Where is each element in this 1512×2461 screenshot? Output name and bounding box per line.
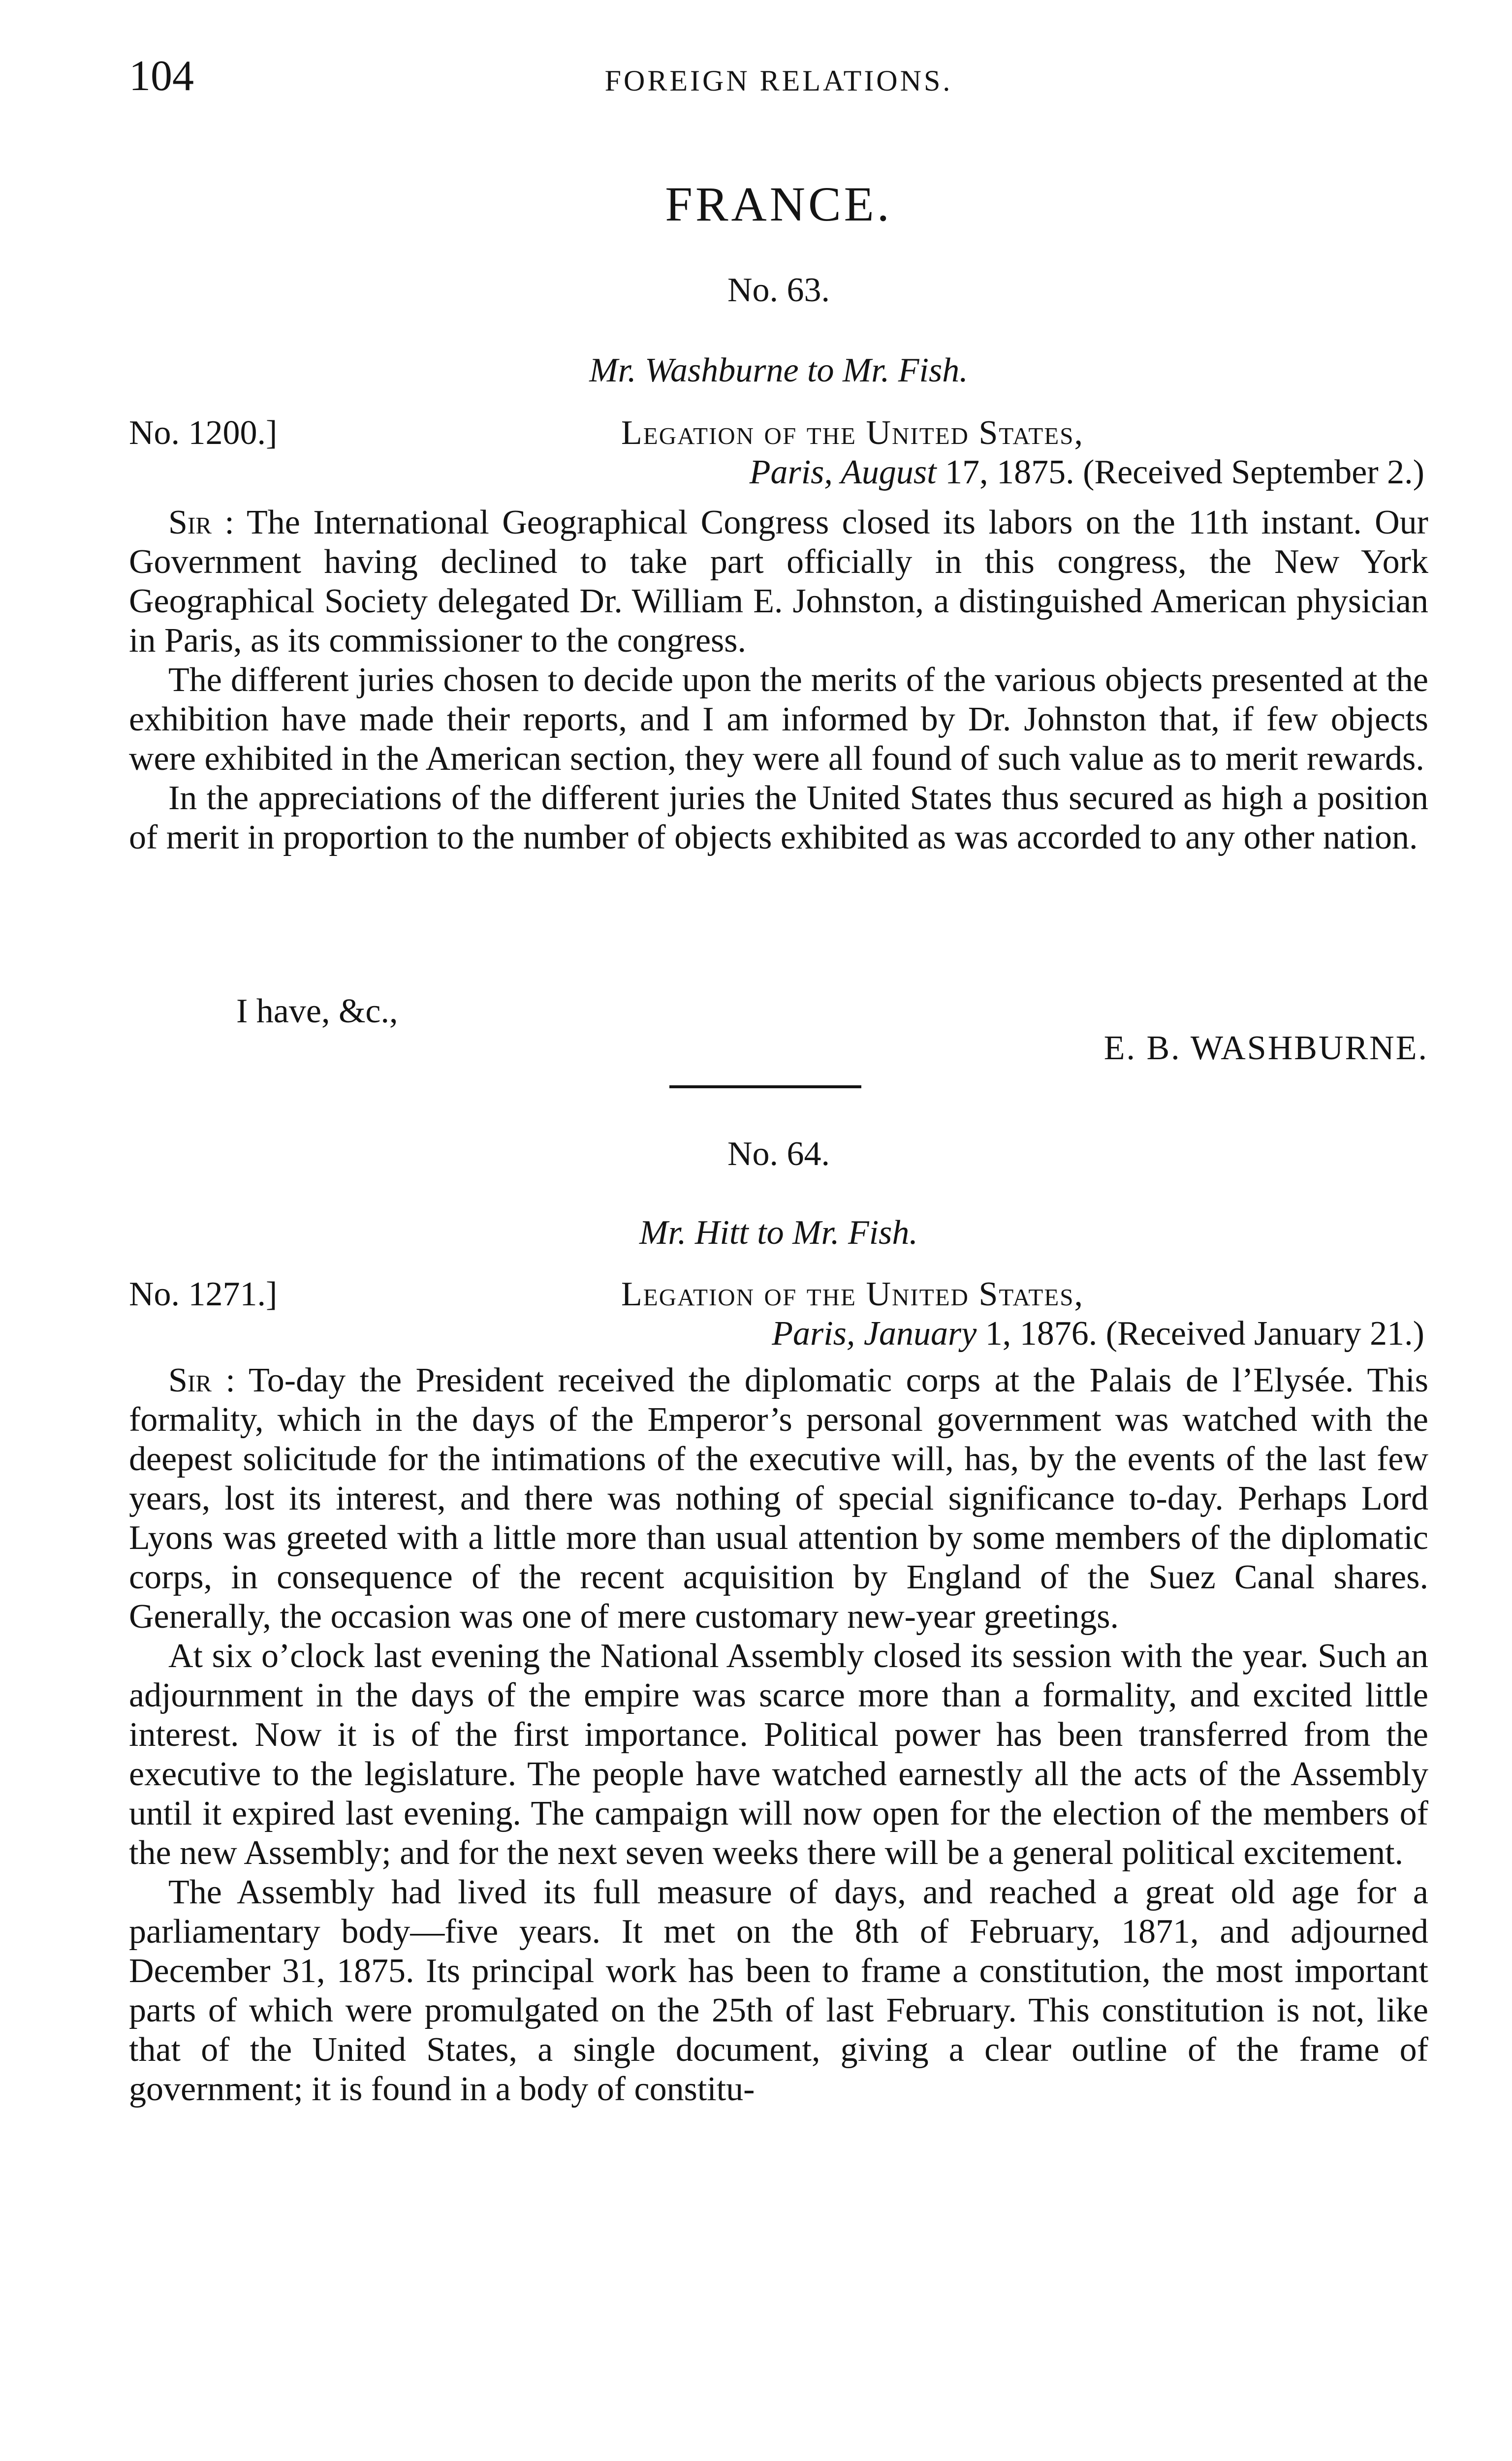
dateline bbox=[129, 413, 1428, 492]
body-paragraph: At six o’clock last evening the National Assembly closed its session with the year. Such an adjournment in the days of the empire was scarce more than a formality, and excited little interest. Now it is of the first importance. Political power has been transferred from the executive to the legislature. The people have watched earnestly all the acts of the Assembly until it expired last evening. The campaign will now open for the election of the members of the new Assembly; and for the next seven weeks there will be a general political excitement. bbox=[129, 1637, 1428, 1872]
body-paragraph bbox=[129, 503, 1428, 661]
salutation: Sir : bbox=[168, 1361, 235, 1399]
body-paragraph: In the appreciations of the different juries the United States thus secured as high a position of merit in proportion to the number of objects exhibited as was accorded to any other nation. bbox=[129, 779, 1428, 856]
document-heading: Mr. Hitt to Mr. Fish. bbox=[639, 1214, 918, 1252]
letter-body bbox=[129, 503, 1428, 857]
place-date bbox=[750, 453, 1424, 492]
signature: E. B. WASHBURNE. bbox=[1103, 1029, 1428, 1067]
section-divider bbox=[669, 1085, 861, 1088]
section-title: FRANCE. bbox=[665, 177, 892, 231]
letter-body bbox=[129, 1361, 1428, 2109]
paragraph-text: The International Geographical Congress closed its labors on the 11th instant. Our Government having declined to take part officially in this congress, the New York Geographical Society delegated Dr. William E. Johnston, a distinguished American physician in Paris, as its commissioner to the congress. bbox=[129, 504, 1428, 660]
place-date-italic: Paris, January bbox=[772, 1315, 977, 1353]
closing: I have, &c., bbox=[236, 992, 398, 1030]
running-head bbox=[129, 49, 1428, 103]
date-rest: 17, 1875. bbox=[945, 453, 1074, 491]
document-heading: Mr. Washburne to Mr. Fish. bbox=[589, 351, 968, 389]
dispatch-number: No. 1271.] bbox=[129, 1275, 278, 1313]
running-title: FOREIGN RELATIONS. bbox=[604, 64, 953, 97]
received-note: (Received January 21.) bbox=[1105, 1315, 1424, 1353]
legation-heading: Legation of the United States, bbox=[621, 1275, 1084, 1313]
document-number: No. 64. bbox=[727, 1135, 830, 1173]
date-rest: 1, 1876. bbox=[985, 1315, 1098, 1353]
place-date bbox=[772, 1314, 1424, 1354]
page-number: 104 bbox=[129, 52, 194, 100]
document-number: No. 63. bbox=[727, 271, 830, 309]
received-note: (Received September 2.) bbox=[1083, 453, 1424, 491]
legation-heading: Legation of the United States, bbox=[621, 414, 1084, 452]
place-date-italic: Paris, August bbox=[749, 453, 937, 491]
body-paragraph bbox=[129, 1361, 1428, 1637]
salutation: Sir : bbox=[168, 504, 234, 541]
body-paragraph: The Assembly had lived its full measure of days, and reached a great old age for a parliamentary body—five years. It met on the 8th of February, 1871, and adjourned December 31, 1875. Its principal work has been to frame a constitution, the most important parts of which were promulgated on the 25th of last February. This constitution is not, like that of the United States, a single document, giving a clear outline of the frame of government; it is found in a body of constitu- bbox=[129, 1873, 1428, 2108]
body-paragraph: The different juries chosen to decide upon the merits of the various objects presented at the exhibition have made their reports, and I am informed by Dr. Johnston that, if few objects were exhibited in the American section, they were all found of such value as to merit rewards. bbox=[129, 661, 1428, 778]
paragraph-text: To-day the President received the diplomatic corps at the Palais de l’Elysée. This formality, which in the days of the Emperor’s personal government was watched with the deepest solicitude for the intimations of the executive will, has, by the events of the last few years, lost its interest, and there was nothing of special significance to-day. Perhaps Lord Lyons was greeted with a little more than usual attention by some members of the diplomatic corps, in consequence of the recent acquisition by England of the Suez Canal shares. Generally, the occasion was one of mere customary new-year greetings. bbox=[129, 1361, 1428, 1636]
dispatch-number: No. 1200.] bbox=[129, 414, 278, 452]
dateline bbox=[129, 1275, 1428, 1354]
